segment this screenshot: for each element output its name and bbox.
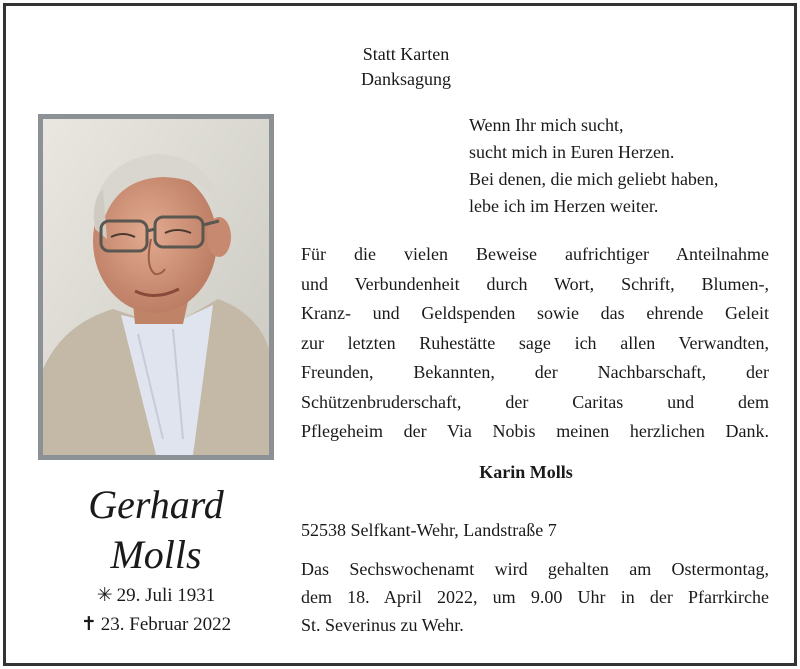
notice-line: St. Severinus zu Wehr.	[301, 615, 464, 635]
deceased-last-name: Molls	[110, 532, 202, 577]
service-notice	[301, 555, 769, 639]
life-dates	[46, 581, 266, 639]
deceased-name	[46, 480, 266, 580]
thanks-line: Schützenbruderschaft, der Caritas und dem	[301, 391, 769, 412]
death-date: 23. Februar 2022	[100, 614, 232, 635]
birth-star-icon: ✳	[96, 585, 113, 606]
poem-line: lebe ich im Herzen weiter.	[469, 196, 659, 216]
poem-line: Wenn Ihr mich sucht,	[469, 115, 624, 135]
thanks-line: Pflegeheim der Via Nobis meinen herzlichen Dank.	[301, 421, 769, 441]
header-statt-karten: Statt Karten	[362, 44, 450, 64]
obituary-card	[3, 3, 797, 666]
thanks-text	[301, 240, 769, 447]
birth-date-row	[46, 581, 266, 610]
cross-icon: ✝	[80, 614, 97, 635]
thanks-line: Für die vielen Beweise aufrichtiger Anteilnahme	[301, 244, 769, 264]
portrait-photo	[38, 114, 274, 460]
thanks-line: Kranz- und Geldspenden sowie das ehrende Geleit	[301, 303, 769, 323]
poem	[469, 112, 718, 220]
header	[306, 42, 506, 92]
deceased-first-name: Gerhard	[88, 482, 224, 527]
thanks-line: Freunden, Bekannten, der Nachbarschaft, der	[301, 362, 769, 382]
poem-line: sucht mich in Euren Herzen.	[469, 142, 675, 162]
birth-date: 29. Juli 1931	[116, 585, 216, 606]
thanks-line: zur letzten Ruhestätte sage ich allen Verwandten,	[301, 332, 769, 353]
death-date-row	[46, 610, 266, 639]
poem-line: Bei denen, die mich geliebt haben,	[469, 169, 719, 189]
portrait-illustration	[43, 119, 269, 455]
notice-line: Das Sechswochenamt wird gehalten am Ostermontag,	[301, 559, 769, 579]
address: 52538 Selfkant-Wehr, Landstraße 7	[301, 520, 557, 540]
thanks-line: und Verbundenheit durch Wort, Schrift, Blumen-,	[301, 273, 769, 294]
notice-line: dem 18. April 2022, um 9.00 Uhr in der Pfarrkirche	[301, 587, 769, 607]
signer-name: Karin Molls	[479, 462, 573, 482]
header-danksagung: Danksagung	[361, 69, 451, 89]
